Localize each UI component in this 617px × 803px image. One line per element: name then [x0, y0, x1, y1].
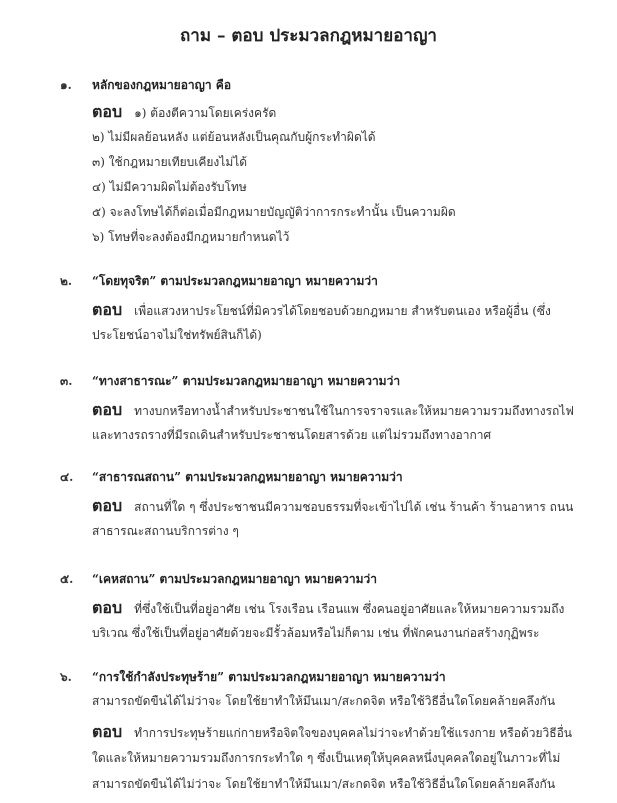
answer-label: ตอบ	[92, 102, 123, 121]
answer-text: ๑) ต้องตีความโดยเคร่งครัด	[134, 106, 277, 120]
answer-line: และทางรถรางที่มีรถเดินสำหรับประชาชนโดยสารด้วย แต่ไม่รวมถึงทางอากาศ	[92, 428, 492, 442]
answer-line: ๔) ไม่มีความผิดไม่ต้องรับโทษ	[92, 180, 247, 194]
answer-first-line	[92, 596, 564, 621]
question-number: ๔.	[60, 470, 74, 484]
answer-line: ประโยชน์อาจไม่ใช่ทรัพย์สินก็ได้)	[92, 328, 262, 342]
answer-label: ตอบ	[92, 722, 123, 741]
answer-line: ๒) ไม่มีผลย้อนหลัง แต่ย้อนหลังเป็นคุณกับผู้กระทำผิดได้	[92, 130, 376, 144]
answer-text: สถานที่ใด ๆ ซึ่งประชาชนมีความชอบธรรมที่จะเข้าไปได้ เช่น ร้านค้า ร้านอาหาร ถนน	[134, 500, 574, 514]
question-number: ๑.	[60, 78, 72, 92]
question-text: “สาธารณสถาน” ตามประมวลกฎหมายอาญา หมายความว่า	[92, 470, 403, 484]
question-text: “ทางสาธารณะ” ตามประมวลกฎหมายอาญา หมายความว่า	[92, 374, 401, 388]
answer-first-line	[92, 100, 276, 125]
answer-label: ตอบ	[92, 300, 123, 319]
question-number: ๕.	[60, 572, 74, 586]
answer-line: ๕) จะลงโทษได้ก็ต่อเมื่อมีกฎหมายบัญญัติว่าการกระทำนั้น เป็นความผิด	[92, 205, 456, 219]
answer-text: เพื่อแสวงหาประโยชน์ที่มิควรได้โดยชอบด้วยกฎหมาย สำหรับตนเอง หรือผู้อื่น (ซึ่ง	[134, 304, 551, 318]
answer-first-line	[92, 494, 573, 519]
question-text: “โดยทุจริต” ตามประมวลกฎหมายอาญา หมายความว่า	[92, 274, 378, 288]
document-title: ถาม – ตอบ ประมวลกฎหมายอาญา	[180, 26, 437, 46]
answer-text: ที่ซึ่งใช้เป็นที่อยู่อาศัย เช่น โรงเรือน เรือนแพ ซึ่งคนอยู่อาศัยและให้หมายความรวมถึง	[134, 602, 565, 616]
answer-line: สามารถขัดขืนได้ไม่ว่าจะ โดยใช้ยาทำให้มึนเมา/สะกดจิต หรือใช้วิธีอื่นใดโดยคล้ายคลึงกัน	[92, 777, 556, 791]
answer-first-line	[92, 720, 572, 745]
answer-line: ๓) ใช้กฎหมายเทียบเคียงไม่ได้	[92, 155, 248, 169]
question-text: “การใช้กำลังประทุษร้าย” ตามประมวลกฎหมายอาญา หมายความว่า	[92, 670, 446, 684]
answer-line: ใดและให้หมายความรวมถึงการกระทำใด ๆ ซึ่งเป็นเหตุให้บุคคลหนึ่งบุคคลใดอยู่ในภาวะที่ไม่	[92, 751, 561, 765]
question-text: หลักของกฎหมายอาญา คือ	[92, 78, 232, 92]
answer-label: ตอบ	[92, 400, 123, 419]
answer-text: ทำการประทุษร้ายแก่กายหรือจิตใจของบุคคลไม่ว่าจะทำด้วยใช้แรงกาย หรือด้วยวิธีอื่น	[134, 726, 573, 740]
answer-line: บริเวณ ซึ่งใช้เป็นที่อยู่อาศัยด้วยจะมีรั้วล้อมหรือไม่ก็ตาม เช่น ที่พักคนงานก่อสร้างกุฏิพระ	[92, 626, 540, 640]
answer-label: ตอบ	[92, 598, 123, 617]
question-number: ๒.	[60, 274, 73, 288]
answer-first-line	[92, 398, 574, 423]
answer-line: สาธารณะสถานบริการต่าง ๆ	[92, 524, 239, 538]
answer-line: ๖) โทษที่จะลงต้องมีกฎหมายกำหนดไว้	[92, 230, 290, 244]
answer-label: ตอบ	[92, 496, 123, 515]
answer-first-line	[92, 298, 551, 323]
question-number: ๓.	[60, 374, 73, 388]
question-text: “เคหสถาน” ตามประมวลกฎหมายอาญา หมายความว่า	[92, 572, 377, 586]
question-number: ๖.	[60, 670, 72, 684]
answer-text: ทางบกหรือทางน้ำสำหรับประชาชนใช้ในการจราจรและให้หมายความรวมถึงทางรถไฟ	[134, 404, 574, 418]
question-extra-line: สามารถขัดขืนได้ไม่ว่าจะ โดยใช้ยาทำให้มึนเมา/สะกดจิต หรือใช้วิธีอื่นใดโดยคล้ายคลึงกัน	[92, 694, 556, 708]
